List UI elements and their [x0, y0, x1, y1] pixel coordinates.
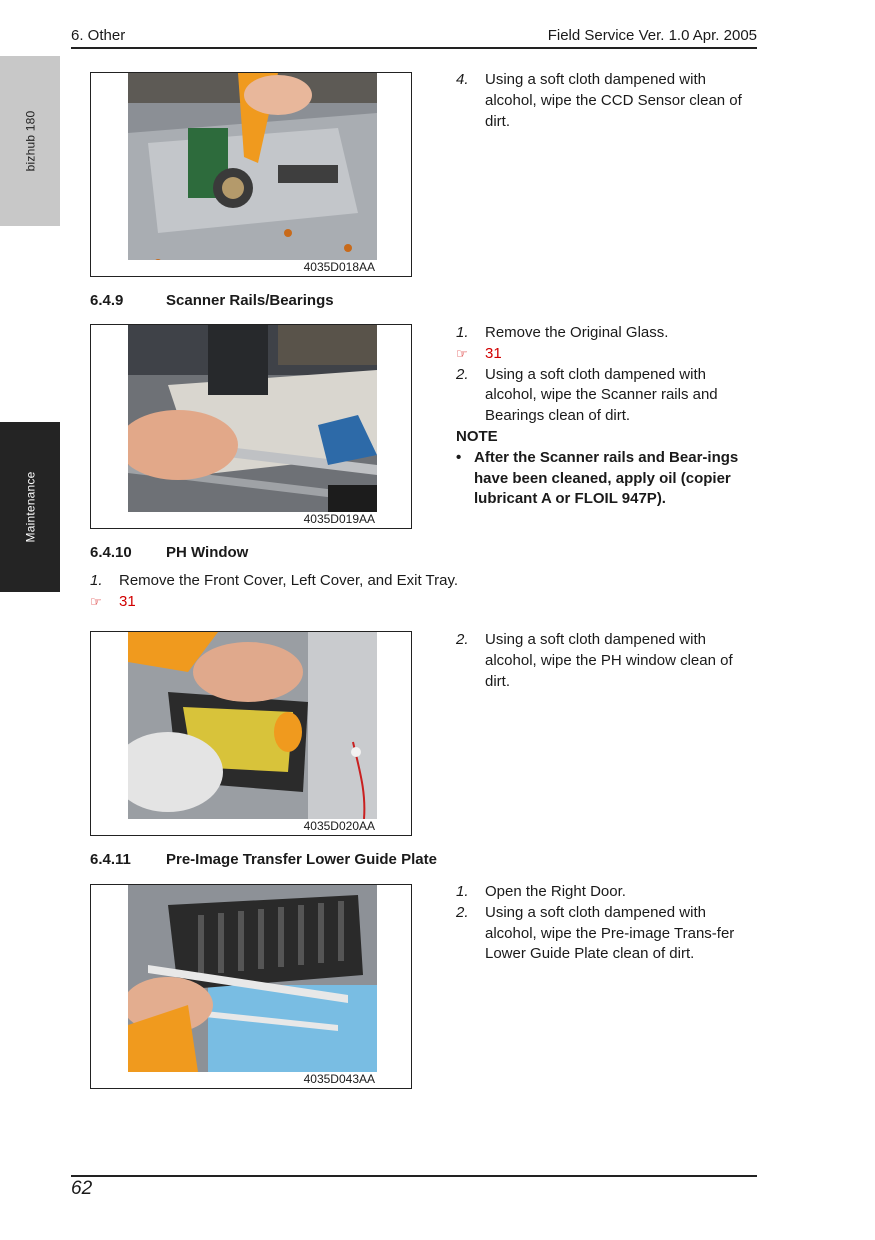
step-number: 1. [456, 883, 469, 900]
guide-plate-steps [456, 882, 756, 965]
ccd-sensor-photo [128, 73, 377, 260]
step-text: Remove the Front Cover, Left Cover, and Exit Tray. [119, 572, 459, 589]
step-item [456, 365, 756, 427]
section-number: 6.4.9 [90, 292, 124, 309]
ccd-steps [456, 70, 756, 132]
step-text: Remove the Original Glass. [485, 324, 669, 341]
step-item [456, 882, 756, 903]
section-title: PH Window [166, 544, 249, 561]
guide-plate-photo [128, 885, 377, 1072]
page-reference[interactable] [456, 344, 756, 365]
side-tab-section-label: Maintenance [23, 471, 38, 543]
section-title: Scanner Rails/Bearings [166, 292, 334, 309]
note-bullet: • [456, 448, 462, 466]
side-tab-model [0, 56, 60, 226]
figure-ccd-sensor [90, 72, 412, 277]
ph-window-photo [128, 632, 377, 819]
figure-scanner-rails [90, 324, 412, 529]
header-rule [71, 47, 757, 49]
note-heading: NOTE [456, 427, 498, 445]
figure-ph-window [90, 631, 412, 836]
header-chapter: 6. Other [71, 27, 126, 44]
reference-page-link[interactable]: 31 [119, 592, 136, 610]
step-item [456, 903, 756, 965]
pointing-hand-icon: ☞ [456, 345, 468, 361]
header-edition: Field Service Ver. 1.0 Apr. 2005 [547, 27, 757, 44]
step-number: 1. [90, 572, 103, 589]
step-number: 2. [456, 365, 469, 383]
note-item [456, 448, 756, 510]
side-tab-section [0, 422, 60, 592]
scanner-rails-steps [456, 323, 756, 510]
page-reference[interactable] [90, 592, 710, 613]
section-heading-ph-window [90, 544, 248, 561]
step-number: 2. [456, 903, 469, 921]
section-heading-guide-plate [90, 851, 437, 868]
figure-code: 4035D018AA [303, 260, 375, 274]
figure-guide-plate [90, 884, 412, 1089]
ph-window-pre-steps [90, 571, 710, 613]
step-number: 2. [456, 631, 469, 648]
section-heading-scanner-rails [90, 292, 334, 309]
step-text: Using a soft cloth dampened with alcohol, wipe the PH window clean of dirt. [485, 631, 733, 690]
pointing-hand-icon: ☞ [90, 593, 102, 609]
section-number: 6.4.10 [90, 544, 132, 561]
step-item [90, 571, 710, 592]
step-text: Using a soft cloth dampened with alcohol, wipe the Scanner rails and Bearings clean of dirt. [485, 365, 718, 425]
section-number: 6.4.11 [90, 851, 131, 868]
reference-page-link[interactable]: 31 [485, 344, 502, 362]
page-number: 62 [71, 1178, 93, 1199]
side-tab-model-label: bizhub 180 [23, 110, 37, 172]
figure-code: 4035D020AA [303, 819, 375, 833]
ph-window-steps [456, 630, 756, 692]
footer-rule [71, 1175, 757, 1177]
figure-code: 4035D019AA [303, 512, 375, 526]
step-number: 1. [456, 324, 469, 341]
scanner-rails-photo [128, 325, 377, 512]
figure-code: 4035D043AA [303, 1072, 375, 1086]
step-text: Using a soft cloth dampened with alcohol, wipe the CCD Sensor clean of dirt. [485, 71, 742, 130]
step-item [456, 70, 756, 132]
section-title: Pre-Image Transfer Lower Guide Plate [166, 851, 437, 868]
step-item [456, 323, 756, 344]
note-text: After the Scanner rails and Bear-ings have been cleaned, apply oil (copier lubricant A or FLOIL 947P). [474, 448, 739, 508]
step-text: Using a soft cloth dampened with alcohol, wipe the Pre-image Trans-fer Lower Guide Plate clean of dirt. [485, 903, 735, 963]
step-text: Open the Right Door. [485, 883, 626, 900]
step-item [456, 630, 756, 692]
step-number: 4. [456, 71, 469, 88]
